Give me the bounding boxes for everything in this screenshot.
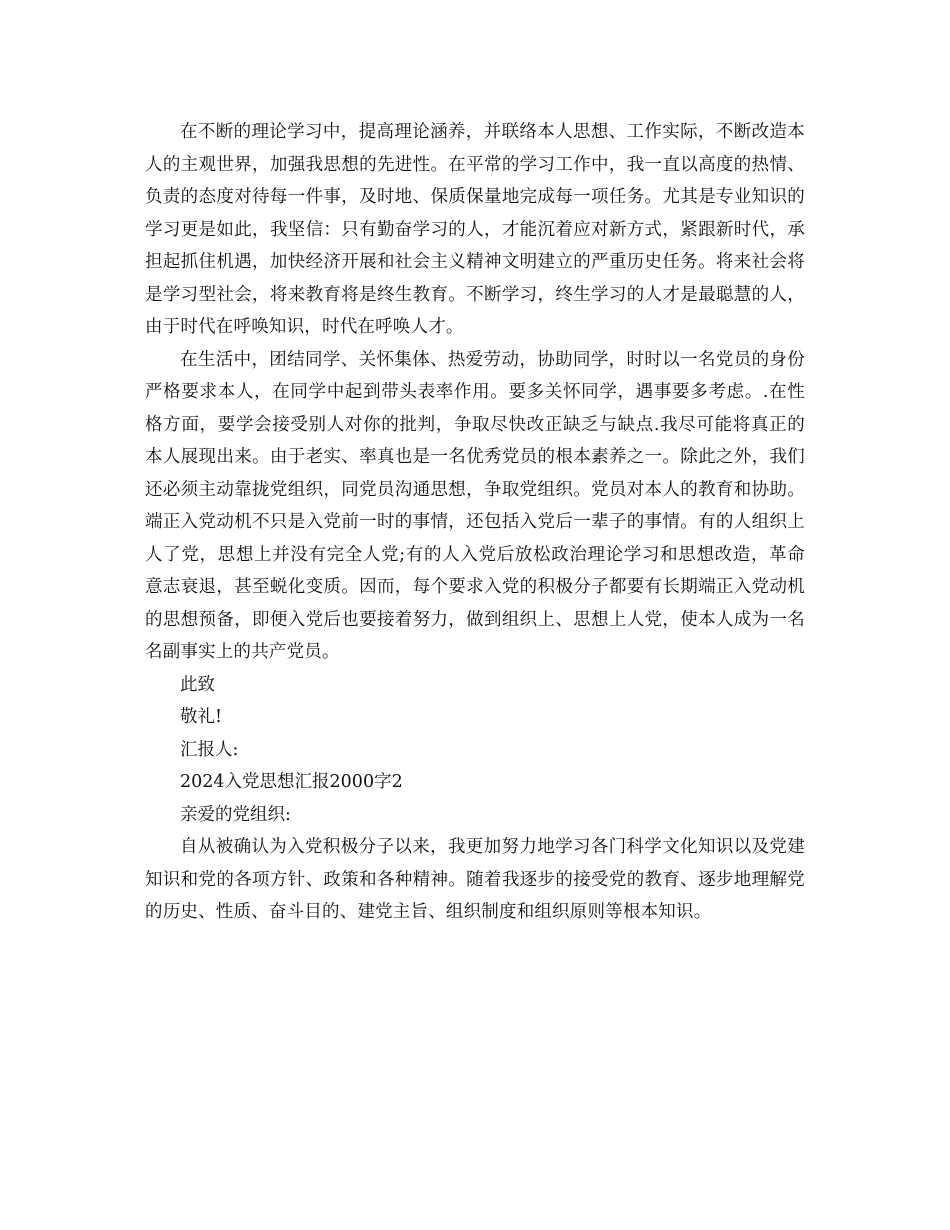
section-title: 2024入党思想汇报2000字2 (180, 772, 403, 792)
paragraph-study: 在不断的理论学习中，提高理论涵养，并联络本人思想、工作实际，不断改造本人的主观世界，加强我思想的先进性。在平常的学习工作中，我一直以高度的热情、负责的态度对待每一件事，及时地、保质保量地完成每一项任务。尤其是专业知识的学习更是如此，我坚信：只有勤奋学习的人，才能沉着应对新方式，紧跟新时代，承担起抓住机遇，加快经济开展和社会主义精神文明建立的严重历史任务。将来社会将是学习型社会，将来教育将是终生教育。不断学习，终生学习的人才是最聪慧的人，由于时代在呼唤知识，时代在呼唤人才。 (145, 122, 805, 337)
paragraph-intro: 自从被确认为入党积极分子以来，我更加努力地学习各门科学文化知识以及党建知识和党的各项方针、政策和各种精神。随着我逐步的接受党的教育、逐步地理解党的历史、性质、奋斗目的、建党主旨、组织制度和组织原则等根本知识。 (145, 837, 805, 922)
reporter-line: 汇报人: (180, 739, 239, 760)
salute-line: 敬礼! (180, 707, 223, 727)
paragraph-life: 在生活中，团结同学、关怀集体、热爱劳动，协助同学，时时以一名党员的身份严格要求本人，在同学中起到带头表率作用。要多关怀同学，遇事要多考虑。.在性格方面，要学会接受别人对你的批判，争取尽快改正缺乏与缺点.我尽可能将真正的本人展现出来。由于老实、率真也是一名优秀党员的根本素养之一。除此之外，我们还必须主动靠拢党组织，同党员沟通思想，争取党组织。党员对本人的教育和协助。端正入党动机不只是入党前一时的事情，还包括入党后一辈子的事情。有的人组织上人了党，思想上并没有完全人党;有的人入党后放松政治理论学习和思想改造，革命意志衰退，甚至蜕化变质。因而，每个要求入党的积极分子都要有长期端正入党动机的思想预备，即便入党后也要接着努力，做到组织上、思想上人党，使本人成为一名名副事实上的共产党员。 (145, 349, 805, 662)
greeting-line: 亲爱的党组织: (180, 804, 291, 825)
closing-line: 此致 (180, 674, 215, 695)
document-body (145, 116, 805, 929)
